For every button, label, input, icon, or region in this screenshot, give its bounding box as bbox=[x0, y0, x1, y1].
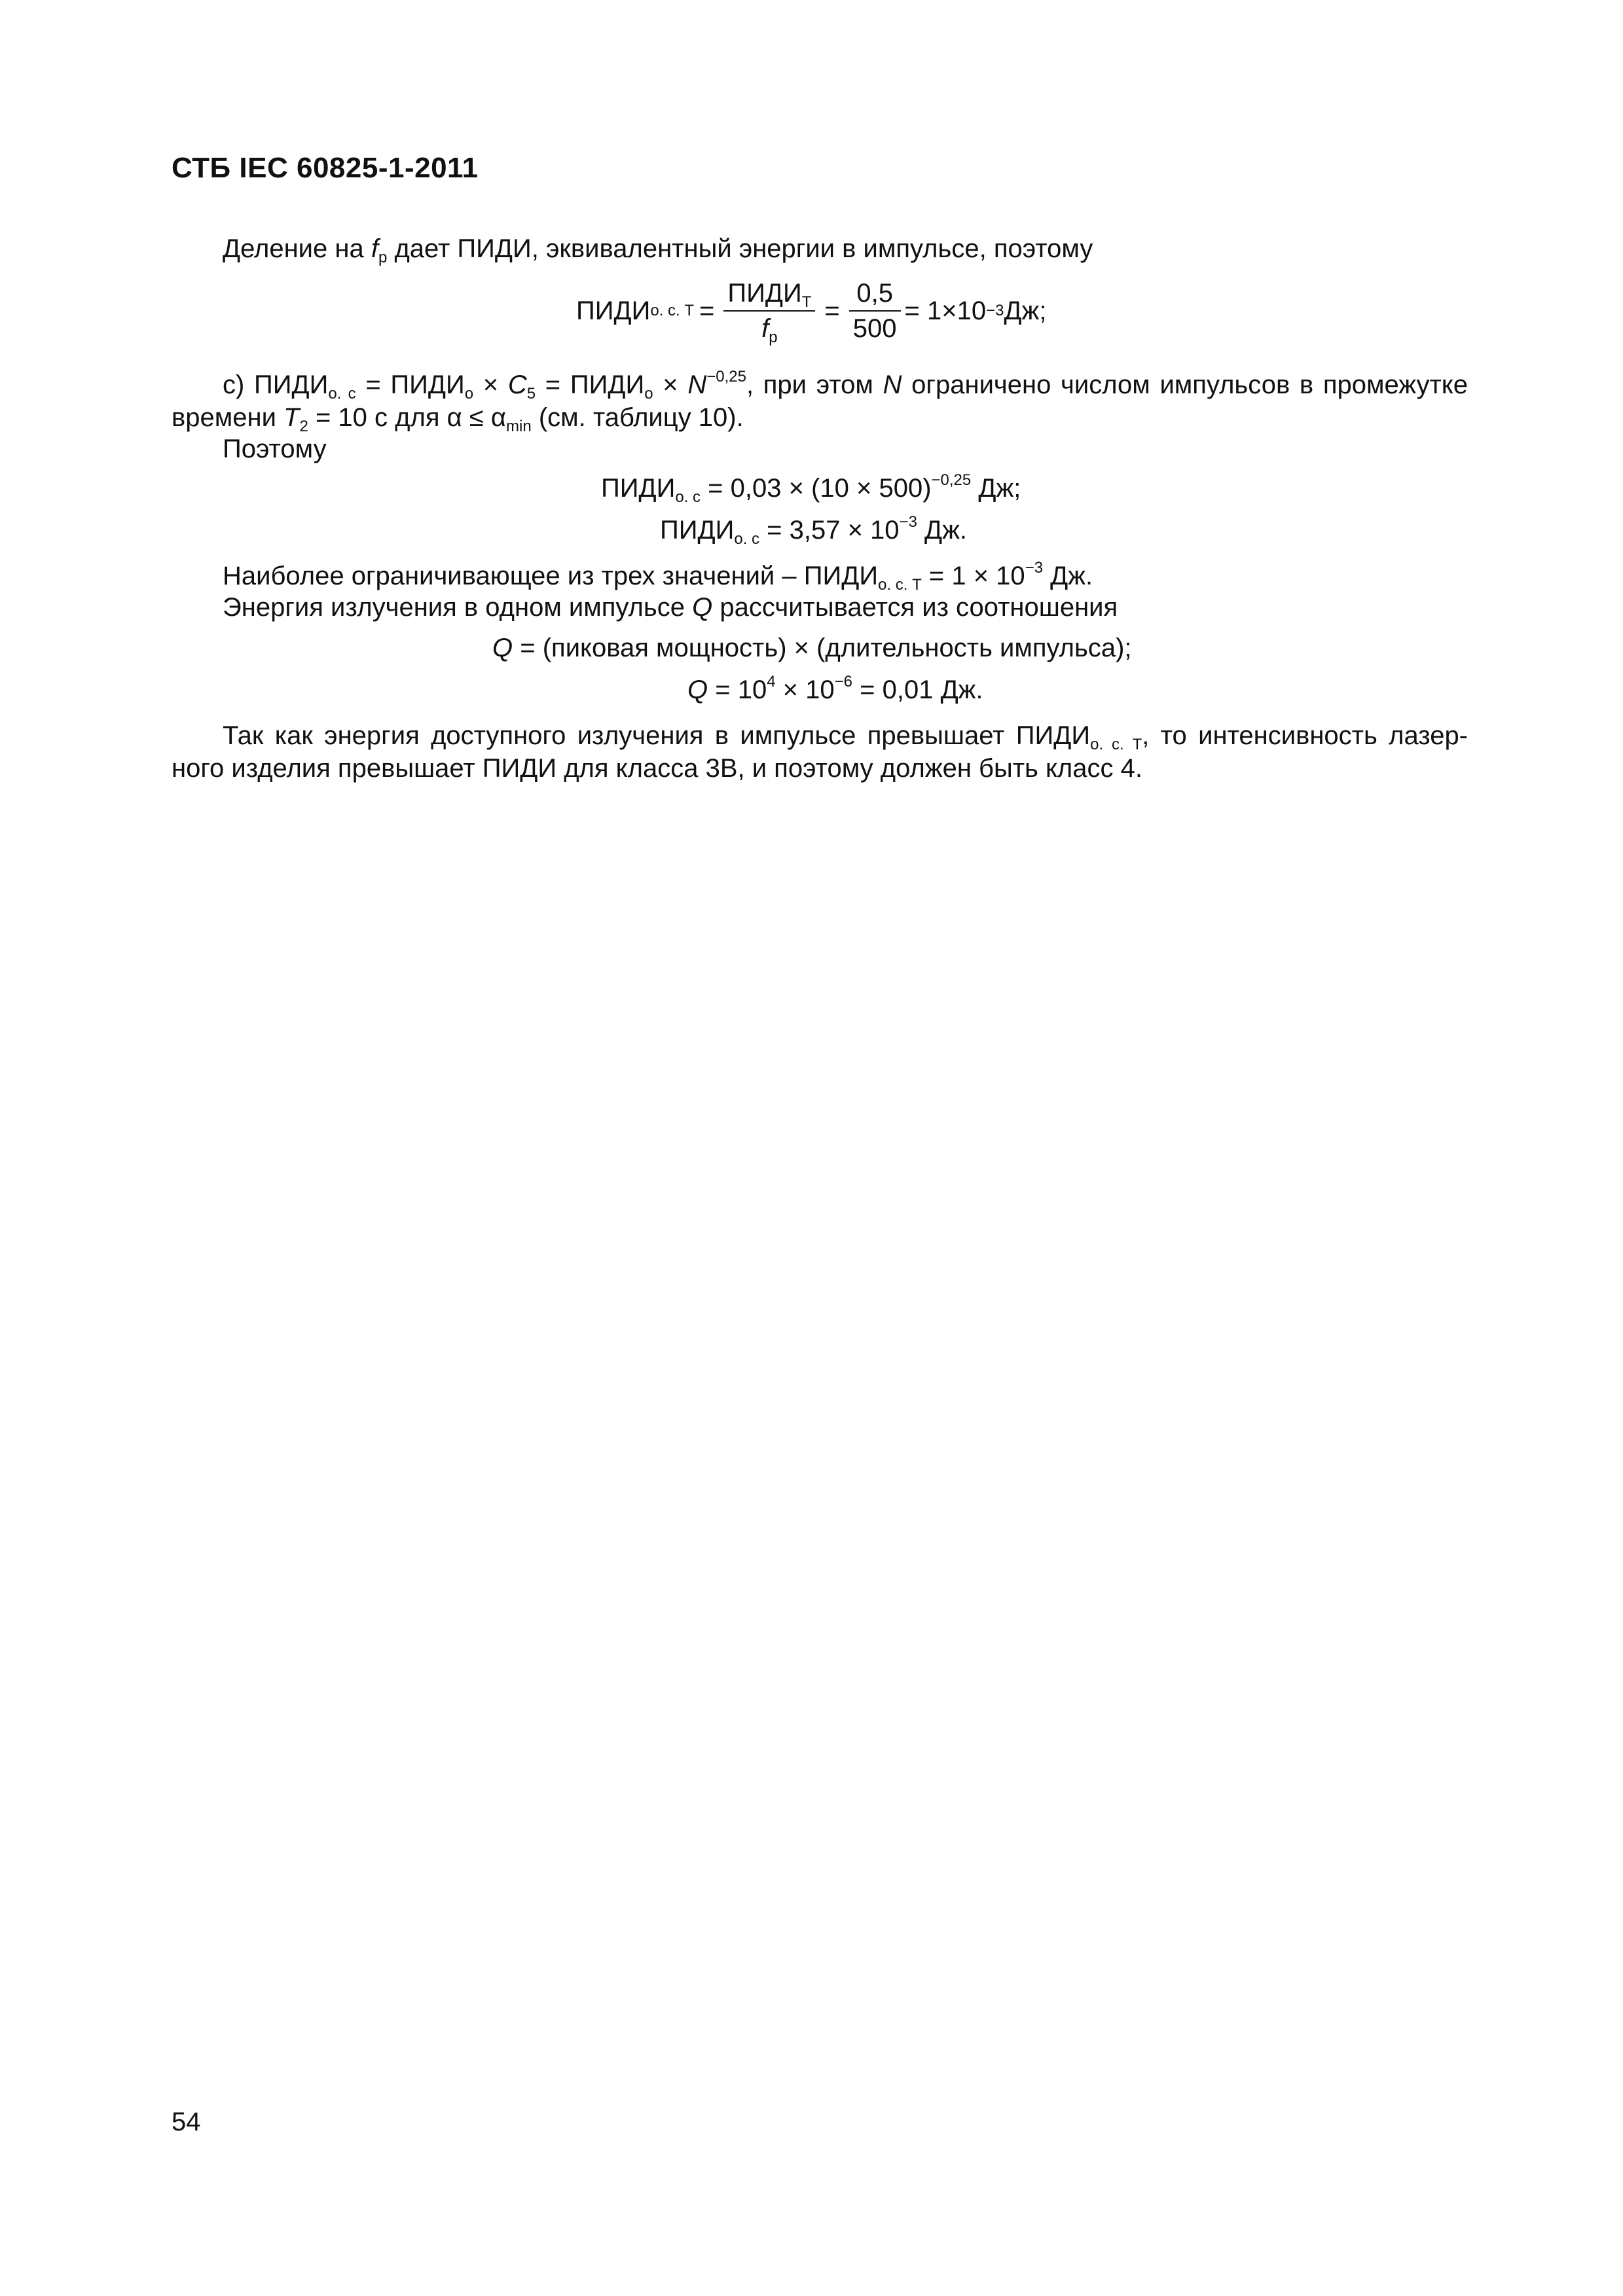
equation-3: $ПИДИ_{о. с} = 3,57 \times 10^{-3}$ Дж. bbox=[660, 513, 967, 548]
equation-4: Q = (пиковая мощность) × (длительность импульса); bbox=[492, 634, 1132, 662]
page-number: 54 bbox=[172, 2108, 201, 2136]
paragraph-conclusion-line1: Так как энергия доступного излучения в импульсе превышает $ПИДИ_{о. с. Т}$, то интенсивность лазер- bbox=[223, 721, 1468, 753]
equation-5: $Q = 10^4 \times 10^{-6} = 0,01$ Дж. bbox=[687, 673, 983, 704]
document-header: СТБ IEC 60825-1-2011 bbox=[172, 152, 479, 184]
fraction-05-over-500: $\frac{0,5}{500}$ bbox=[849, 279, 901, 343]
fraction-pidi-over-fp: $\frac{ПИДИ_Т}{f_p}$ bbox=[723, 279, 815, 343]
equation-1: ПИДИ о. с. Т = $\frac{ПИДИ_Т}{f_p}$ = $\frac{0,5}{500}$ = 1×10 −3 Дж; bbox=[576, 279, 1047, 346]
paragraph-most-restrictive: Наиболее ограничивающее из трех значений – $ПИДИ_{о. с. Т} = 1 \times 10^{-3}$ Дж. bbox=[223, 559, 1093, 594]
paragraph-item-c-line1: с) $ПИДИ_{о. с}$ = $ПИДИ_о \times C_5$ = $ПИДИ_о \times N^{-0,25}$, при этом N ограничено числом импульсов в промежутке bbox=[223, 368, 1468, 403]
paragraph-conclusion-line2: ного изделия превышает ПИДИ для класса 3В, и поэтому должен быть класс 4. bbox=[172, 754, 1142, 783]
paragraph-energy-intro: Энергия излучения в одном импульсе Q рассчитывается из соотношения bbox=[223, 593, 1118, 622]
paragraph-therefore: Поэтому bbox=[223, 435, 327, 463]
paragraph-division: Деление на $f_p$ дает ПИДИ, эквивалентный энергии в импульсе, поэтому bbox=[223, 234, 1093, 266]
paragraph-item-c-line2: времени $T_2 = 10$ с для $\alpha \le \alpha_{min}$ (см. таблицу 10). bbox=[172, 403, 744, 435]
equation-2: $ПИДИ_{о. с} = 0,03 \times (10 \times 500)^{-0,25}$ Дж; bbox=[601, 471, 1021, 506]
